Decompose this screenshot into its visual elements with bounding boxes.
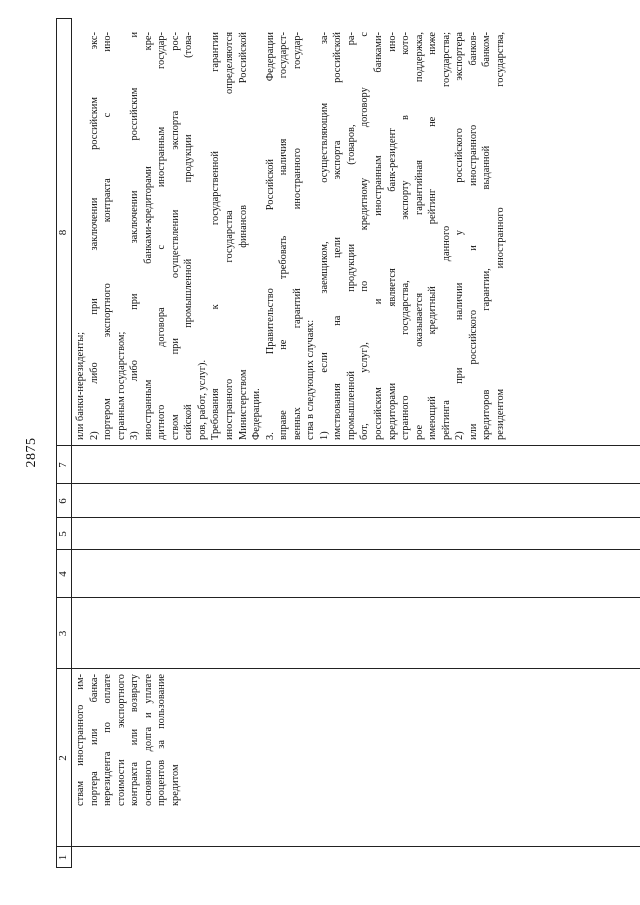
column-header-1: 1 bbox=[57, 854, 69, 861]
text-line: сийской промышленной продукции (това- bbox=[183, 32, 195, 440]
column-header-3: 3 bbox=[57, 630, 69, 637]
text-line: Федерации. bbox=[251, 388, 263, 440]
column-8-text bbox=[74, 32, 508, 440]
text-line: рейтинга данного государства; bbox=[440, 32, 452, 440]
text-line: стоимости экспортного bbox=[115, 674, 127, 806]
text-line: вправе не требовать наличия государст- bbox=[278, 32, 290, 440]
text-line: кредитом bbox=[169, 764, 181, 806]
text-line: резидентом иностранного государства, bbox=[494, 32, 506, 440]
text-line: иностранным банками-кредиторами кре- bbox=[142, 32, 154, 440]
text-line: 3. Правительство Российской Федерации bbox=[264, 32, 276, 440]
text-line: нерезидента по оплате bbox=[102, 674, 114, 806]
text-line: ством при осуществлении экспорта рос- bbox=[169, 32, 181, 440]
column-header-6: 6 bbox=[57, 498, 69, 504]
text-line: ства в следующих случаях: bbox=[305, 319, 317, 440]
text-line: основного долга и уплате bbox=[142, 674, 154, 806]
text-line: кредиторов гарантии, выданной банком- bbox=[481, 32, 493, 440]
page-number: 2875 bbox=[24, 437, 39, 468]
column-divider-6 bbox=[56, 483, 640, 484]
column-header-7: 7 bbox=[57, 462, 69, 468]
column-2-text bbox=[74, 674, 182, 806]
text-line: 1) если заемщиком, осуществляющим за- bbox=[318, 32, 330, 440]
column-divider-7 bbox=[56, 445, 640, 446]
text-line: ствам иностранного им- bbox=[75, 674, 86, 806]
text-line: 2) при наличии у российского экспортера bbox=[454, 32, 466, 440]
text-line: 2) либо при заключении российским экс- bbox=[88, 32, 100, 440]
text-line: портера или банка- bbox=[88, 674, 100, 806]
header-row-border bbox=[71, 18, 72, 868]
text-line: портером экспортного контракта с ино- bbox=[102, 32, 114, 440]
text-line: Требования к государственной гарантии bbox=[210, 32, 222, 440]
text-line: российским и иностранным банками- bbox=[373, 32, 385, 440]
column-header-2: 2 bbox=[57, 755, 69, 761]
text-line: иностранного государства определяются bbox=[224, 32, 236, 440]
text-line: ров, работ, услуг). bbox=[196, 359, 208, 440]
column-divider-4 bbox=[56, 549, 640, 550]
text-line: Министерством финансов Российской bbox=[237, 32, 249, 440]
text-line: рое оказывается гарантийная поддержка, bbox=[413, 32, 425, 440]
text-line: венных гарантий иностранного государ- bbox=[291, 32, 303, 440]
column-divider-3 bbox=[56, 597, 640, 598]
column-divider-5 bbox=[56, 517, 640, 518]
column-header-4: 4 bbox=[57, 571, 69, 577]
column-divider-1 bbox=[56, 846, 640, 847]
text-line: странного государства, экспорту в кото- bbox=[400, 32, 412, 440]
column-header-8: 8 bbox=[57, 229, 69, 236]
text-line: бот, услуг), по кредитному договору с bbox=[359, 32, 371, 440]
text-line: контракта или возврату bbox=[129, 674, 141, 806]
text-line: процентов за пользование bbox=[156, 674, 168, 806]
text-line: 3) либо при заключении российским и bbox=[129, 32, 141, 440]
text-line: имствования на цели экспорта российской bbox=[332, 32, 344, 440]
text-line: кредиторами является банк-резидент ино- bbox=[386, 32, 398, 440]
text-line: странным государством; bbox=[115, 331, 127, 440]
text-line: или банки-нерезиденты; bbox=[75, 331, 86, 440]
text-line: промышленной продукции (товаров, ра- bbox=[345, 32, 357, 440]
column-header-5: 5 bbox=[57, 531, 69, 537]
text-line: или российского и иностранного банков- bbox=[467, 32, 479, 440]
text-line: дитного договора с иностранным государ- bbox=[156, 32, 168, 440]
column-divider-2 bbox=[56, 668, 640, 669]
text-line: имеющий кредитный рейтинг не ниже bbox=[427, 32, 439, 440]
